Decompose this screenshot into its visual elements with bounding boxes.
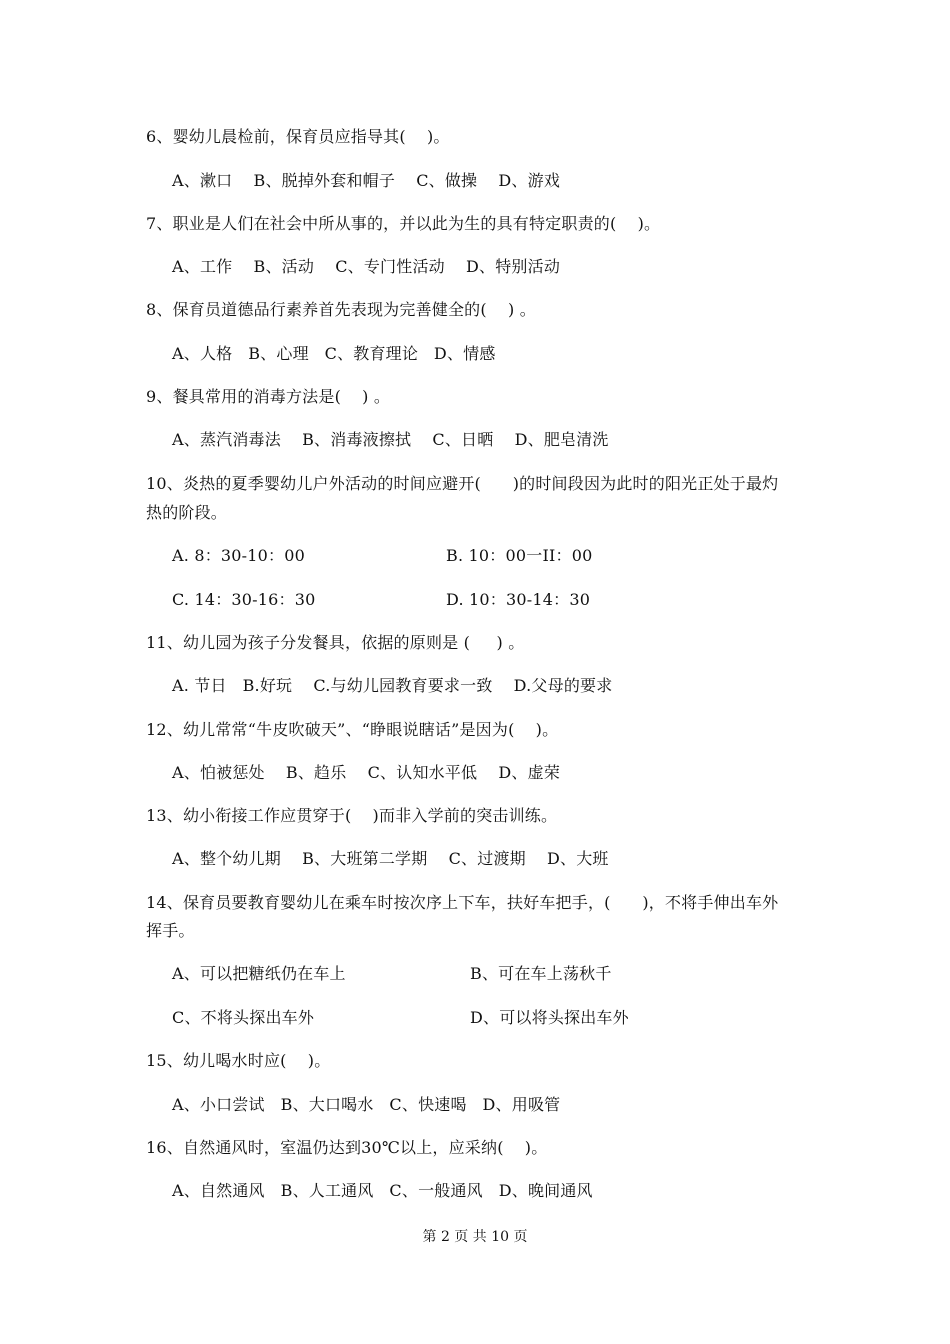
option-10-d: D. 10：30-14：30	[446, 590, 591, 609]
options-13: A、整个幼儿期 B、大班第二学期 C、过渡期 D、大班	[172, 849, 609, 868]
options-16: A、自然通风 B、人工通风 C、一般通风 D、晚间通风	[172, 1181, 593, 1200]
question-7: 7、职业是人们在社会中所从事的，并以此为生的具有特定职责的( )。	[146, 214, 661, 233]
question-8: 8、保育员道德品行素养首先表现为完善健全的( ) 。	[146, 300, 536, 319]
question-11: 11、幼儿园为孩子分发餐具，依据的原则是 ( ) 。	[146, 633, 525, 652]
question-9: 9、餐具常用的消毒方法是( ) 。	[146, 387, 391, 406]
page-footer: 第 2 页 共 10 页	[422, 1229, 528, 1245]
option-10-c: C. 14：30-16：30	[172, 590, 316, 609]
options-12: A、怕被惩处 B、趋乐 C、认知水平低 D、虚荣	[172, 763, 561, 782]
options-6: A、漱口 B、脱掉外套和帽子 C、做操 D、游戏	[172, 171, 561, 190]
option-14-d: D、可以将头探出车外	[470, 1008, 629, 1027]
question-12: 12、幼儿常常“牛皮吹破天”、“睁眼说瞎话”是因为( )。	[146, 720, 559, 739]
question-15: 15、幼儿喝水时应( )。	[146, 1051, 331, 1070]
question-13: 13、幼小衔接工作应贯穿于( )而非入学前的突击训练。	[146, 806, 558, 825]
options-8: A、人格 B、心理 C、教育理论 D、情感	[172, 344, 496, 363]
option-14-b: B、可在车上荡秋千	[470, 964, 612, 983]
question-16: 16、自然通风时，室温仍达到30℃以上，应采纳( )。	[146, 1138, 548, 1157]
question-10-cont: 热的阶段。	[146, 503, 228, 522]
options-15: A、小口尝试 B、大口喝水 C、快速喝 D、用吸管	[172, 1095, 561, 1114]
option-10-b: B. 10：00一II：00	[446, 546, 593, 565]
option-14-a: A、可以把糖纸仍在车上	[172, 964, 346, 983]
question-14: 14、保育员要教育婴幼儿在乘车时按次序上下车，扶好车把手，( )，不将手伸出车外	[146, 893, 779, 912]
options-9: A、蒸汽消毒法 B、消毒液擦拭 C、日晒 D、肥皂清洗	[172, 430, 609, 449]
question-6: 6、婴幼儿晨检前，保育员应指导其( )。	[146, 127, 450, 146]
option-14-c: C、不将头探出车外	[172, 1008, 315, 1027]
question-14-cont: 挥手。	[146, 921, 195, 940]
question-10: 10、炎热的夏季婴幼儿户外活动的时间应避开( )的时间段因为此时的阳光正处于最灼	[146, 474, 779, 493]
option-10-a: A. 8：30-10：00	[172, 546, 305, 565]
options-11: A. 节日 B.好玩 C.与幼儿园教育要求一致 D.父母的要求	[172, 676, 613, 695]
options-7: A、工作 B、活动 C、专门性活动 D、特别活动	[172, 257, 561, 276]
